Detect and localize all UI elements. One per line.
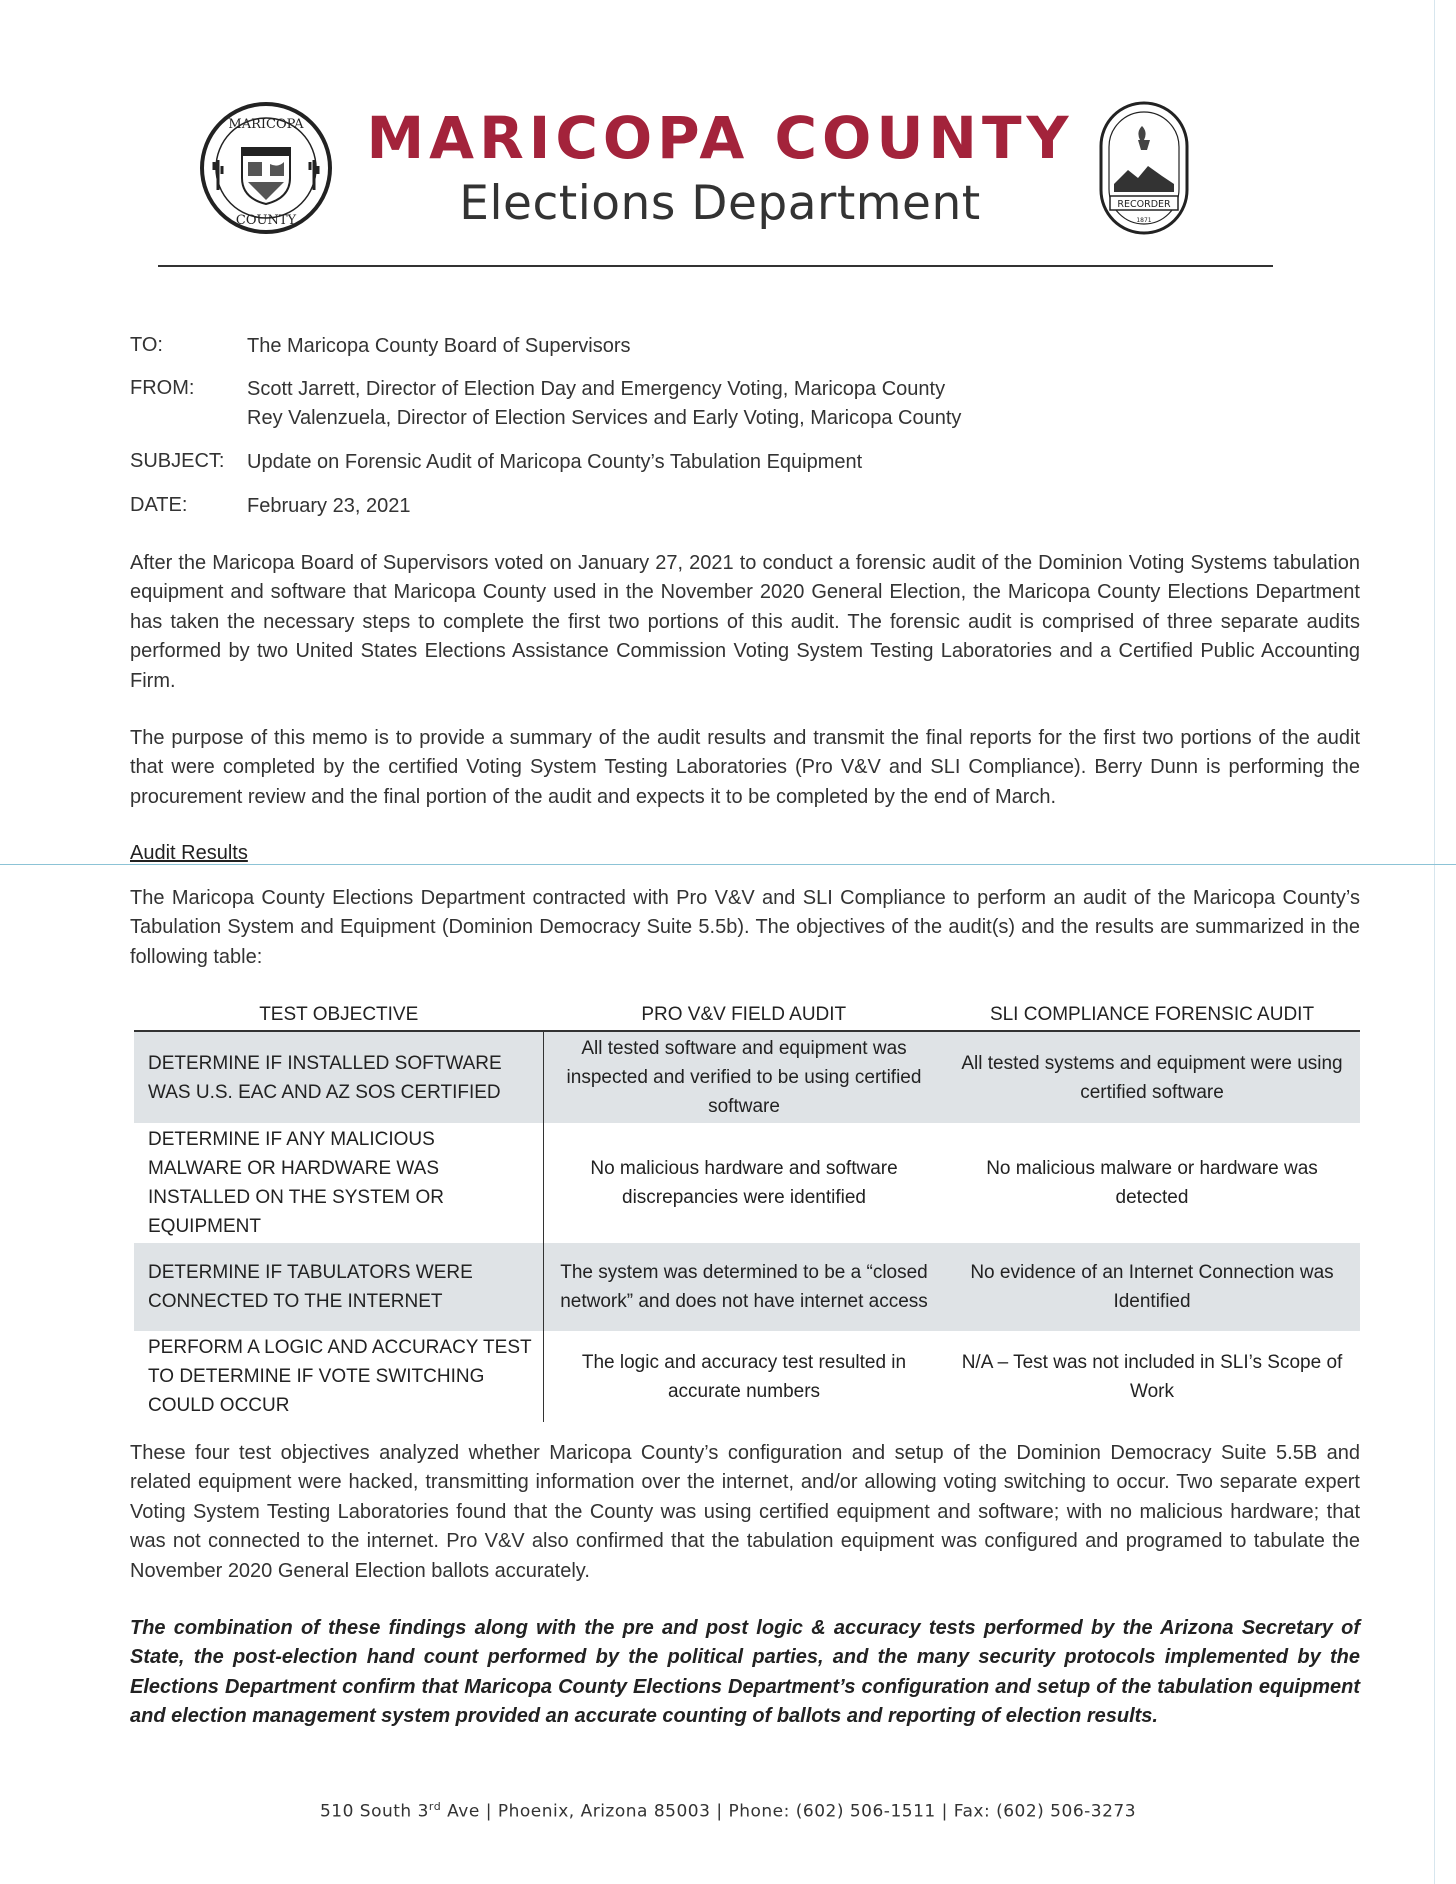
pro-vv-result-cell: All tested software and equipment was inspected and verified to be using certified software (544, 1031, 945, 1123)
section-heading-audit-results: Audit Results (130, 842, 248, 864)
from-line-2: Rey Valenzuela, Director of Election Services and Early Voting, Maricopa County (247, 407, 962, 429)
sli-result-cell: No malicious malware or hardware was detected (986, 1158, 1318, 1208)
pro-vv-result-cell: No malicious hardware and software discrepancies were identified (590, 1158, 898, 1208)
to-label: TO: (130, 334, 163, 356)
footer-address-start: 510 South 3 (319, 1801, 429, 1822)
header-pro-vv: PRO V&V FIELD AUDIT (544, 1002, 945, 1031)
paragraph-audit-summary: The Maricopa County Elections Department contracted with Pro V&V and SLI Compliance to perform an audit of the Maricopa County’s Tabulation System and Equipment (Dominion Democracy Suite 5.5b). The objectives of the audit(s) and the results are summarized in the following table: (130, 887, 1360, 968)
svg-text:RECORDER: RECORDER (1117, 199, 1171, 210)
objective-cell: PERFORM A LOGIC AND ACCURACY TEST TO DETERMINE IF VOTE SWITCHING COULD OCCUR (134, 1331, 544, 1422)
objective-cell: DETERMINE IF ANY MALICIOUS MALWARE OR HARDWARE WAS INSTALLED ON THE SYSTEM OR EQUIPMENT (134, 1123, 544, 1243)
county-recorder-seal-logo (1098, 100, 1190, 236)
footer-contact (0, 1800, 1456, 1822)
to-value: The Maricopa County Board of Supervisors (247, 335, 631, 357)
paragraph-conclusion: The combination of these findings along with the pre and post logic & accuracy tests performed by the Arizona Secretary of State, the post-election hand count performed by the political parties, and the many security protocols implemented by the Elections Department confirm that Maricopa County Elections Department’s configuration and setup of the tabulation equipment and election management system provided an accurate counting of ballots and reporting of election results. (130, 1617, 1360, 1728)
pro-vv-result-cell: The system was determined to be a “closed network” and does not have internet access (544, 1243, 945, 1331)
svg-text:COUNTY: COUNTY (235, 213, 297, 228)
header-sli: SLI COMPLIANCE FORENSIC AUDIT (944, 1002, 1360, 1031)
subject-label: SUBJECT: (130, 450, 225, 472)
from-line-1: Scott Jarrett, Director of Election Day and Emergency Voting, Maricopa County (247, 378, 946, 400)
table-header-row (134, 1002, 1360, 1031)
objective-cell: DETERMINE IF INSTALLED SOFTWARE WAS U.S. EAC AND AZ SOS CERTIFIED (134, 1031, 544, 1123)
sli-result-cell: No evidence of an Internet Connection was Identified (944, 1243, 1360, 1331)
paragraph-purpose: The purpose of this memo is to provide a summary of the audit results and transmit the final reports for the first two portions of the audit that were completed by the certified Voting System Testing Laboratories (Pro V&V and SLI Compliance). Berry Dunn is performing the procurement review and the final portion of the audit and expects it to be completed by the end of March. (130, 727, 1360, 808)
from-label: FROM: (130, 377, 195, 399)
audit-results-table (134, 1002, 1360, 1422)
table-row (134, 1331, 1360, 1422)
sli-result-cell: All tested systems and equipment were using certified software (944, 1031, 1360, 1123)
table-row (134, 1123, 1360, 1243)
header-test-objective: TEST OBJECTIVE (134, 1002, 544, 1031)
maricopa-county-seal-logo (198, 100, 334, 236)
pro-vv-result-cell: The logic and accuracy test resulted in accurate numbers (581, 1351, 907, 1402)
letterhead-title: MARICOPA COUNTY (366, 104, 1074, 172)
sli-result-cell: N/A – Test was not included in SLI’s Scope of Work (961, 1351, 1343, 1402)
subject-value: Update on Forensic Audit of Maricopa County’s Tabulation Equipment (247, 451, 863, 473)
letterhead-subtitle: Elections Department (459, 176, 981, 231)
svg-text:1871: 1871 (1136, 217, 1152, 224)
paragraph-findings: These four test objectives analyzed whether Maricopa County’s configuration and setup of the Dominion Democracy Suite 5.5B and related equipment were hacked, transmitting information over the internet, and/or allowing voting switching to occur. Two separate expert Voting System Testing Laboratories found that the County was using certified equipment and software; with no malicious hardware; that was not connected to the internet. Pro V&V also confirmed that the tabulation equipment was configured and programed to tabulate the November 2020 General Election ballots accurately. (130, 1442, 1360, 1582)
date-value: February 23, 2021 (247, 495, 411, 517)
footer-address-rest: Ave | Phoenix, Arizona 85003 | Phone: (602) 506-1511 | Fax: (602) 506-3273 (441, 1801, 1137, 1822)
table-row (134, 1031, 1360, 1123)
objective-cell: DETERMINE IF TABULATORS WERE CONNECTED TO THE INTERNET (134, 1243, 544, 1331)
paragraph-intro: After the Maricopa Board of Supervisors voted on January 27, 2021 to conduct a forensic audit of the Dominion Voting Systems tabulation equipment and software that Maricopa County used in the November 2020 General Election, the Maricopa County Elections Department has taken the necessary steps to complete the first two portions of this audit. The forensic audit is comprised of three separate audits performed by two United States Elections Assistance Commission Voting System Testing Laboratories and a Certified Public Accounting Firm. (130, 552, 1360, 692)
footer-ordinal: rd (428, 1800, 442, 1813)
letterhead-divider (158, 265, 1273, 267)
svg-text:MARICOPA: MARICOPA (228, 117, 304, 132)
scan-edge-line (1434, 0, 1435, 1884)
table-row (134, 1243, 1360, 1331)
date-label: DATE: (130, 494, 188, 516)
